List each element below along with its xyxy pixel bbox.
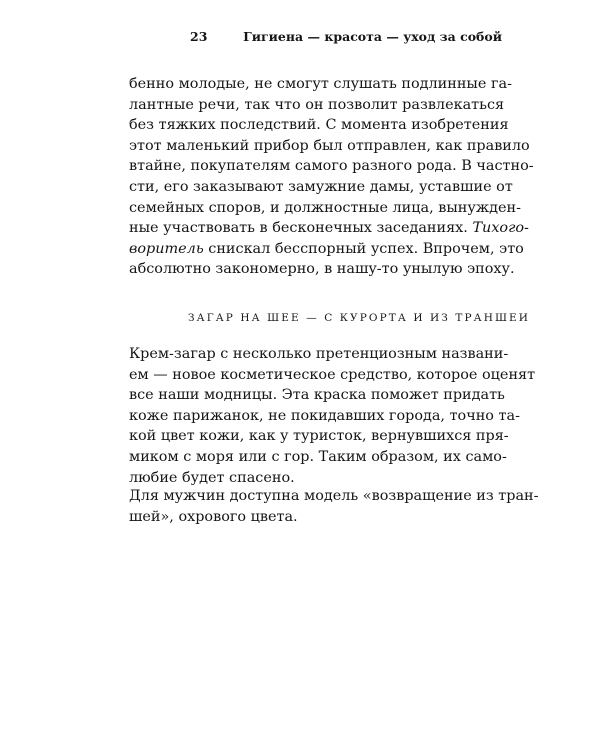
italic-term-end: воритель: [129, 240, 204, 257]
paragraph-1: [129, 74, 534, 280]
text-line: абсолютно закономерно, в нашу-то унылую эпоху.: [129, 261, 515, 278]
text-line: бенно молодые, не смогут слушать подлинные га-: [129, 76, 512, 92]
running-head: [190, 29, 502, 47]
text-line: лантные речи, так что он позволит развлекаться: [129, 96, 505, 113]
text-line: коже парижанок, не покидавших города, точно та-: [129, 407, 520, 424]
text-line: сти, его заказывают замужние дамы, уставшие от: [129, 178, 513, 195]
text-line: миком с моря или с гор. Таким образом, их само-: [129, 448, 507, 465]
text-segment: снискал бесспорный успех. Впрочем, это: [208, 240, 524, 257]
text-line: втайне, покупателям самого разного рода. В частно-: [129, 158, 534, 175]
section-heading: ЗАГАР НА ШЕЕ — С КУРОРТА И ИЗ ТРАНШЕИ: [188, 312, 531, 324]
text-line: семейных споров, и должностные лица, вынужден-: [129, 199, 521, 216]
paragraph-2: [129, 344, 536, 488]
text-line: ем — новое косметическое средство, которое оценят: [129, 366, 536, 383]
text-line: любие будет спасено.: [129, 469, 295, 486]
text-line: все наши модницы. Эта краска поможет придать: [129, 387, 505, 404]
italic-term-start: Тихого-: [472, 220, 529, 237]
text-line-mixed: [129, 239, 524, 260]
text-line: Для мужчин доступна модель «возвращение из тран-: [129, 488, 539, 504]
page-number: 23: [190, 29, 208, 44]
text-line: шей», охрового цвета.: [129, 508, 298, 525]
text-line-mixed: [129, 218, 529, 239]
text-line: без тяжких последствий. С момента изобретения: [129, 117, 509, 134]
paragraph-3: [129, 486, 539, 527]
text-line: кой цвет кожи, как у туристок, вернувшихся пря-: [129, 428, 509, 445]
text-segment: ные участвовать в бесконечных заседаниях.: [129, 220, 468, 237]
text-line: Крем-загар с несколько претенциозным названи-: [129, 346, 509, 362]
text-line: этот маленький прибор был отправлен, как правило: [129, 137, 530, 154]
running-title: Гигиена — красота — уход за собой: [243, 29, 502, 44]
